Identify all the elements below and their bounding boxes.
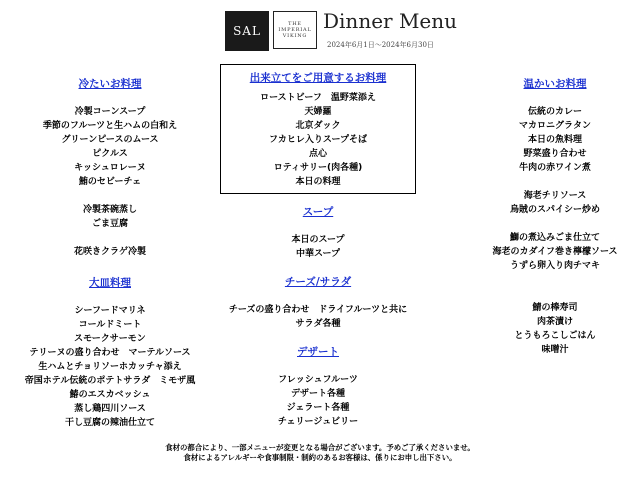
menu-item: 蒸し鶏四川ソース [74,404,146,414]
menu-item: 花咲きクラゲ冷製 [73,247,146,257]
notice-line-2: 食材によるアレルギーや食事制限・制約のあるお客様は、係りにお申し出下さい。 [183,453,457,462]
menu-item: テリーヌの盛り合わせ マーテルソース [29,348,191,358]
menu-item: 天婦羅 [304,107,332,117]
menu-item: 干し豆腐の辣油仕立て [64,418,155,428]
menu-item: ピクルス [92,149,128,159]
menu-item: 海老のカダイフ巻き檸檬ソース [492,247,618,257]
menu-item: 生ハムとチョリソーホカッチャ添え [38,362,182,372]
platter-heading: 大皿料理 [89,277,131,289]
warm-dishes-heading: 温かいお料理 [523,78,587,90]
menu-item: 点心 [308,149,327,159]
logo-line-imperial: IMPERIAL [278,27,312,33]
logo-line-viking: VIKING [282,33,308,39]
menu-item: 本日のスープ [291,235,345,245]
menu-item: 牛肉の赤ワイン煮 [519,163,591,173]
menu-item: 味噌汁 [541,345,569,355]
menu-item: 冷製コーンスープ [74,107,146,117]
menu-item: 鰆のエスカベッシュ [69,390,151,400]
menu-item: ローストビーフ 温野菜添え [260,93,376,103]
logo-line-the: THE [288,21,302,27]
soup-section [220,205,416,261]
menu-item: 鮪のセビーチェ [78,177,142,187]
menu-item: フレッシュフルーツ [278,375,358,385]
dessert-section [220,345,416,429]
footer-notice [0,443,640,463]
menu-item: 伝統のカレー [527,107,582,117]
menu-item: シーフードマリネ [74,306,146,316]
menu-dates: 2024年6月1日～2024年6月30日 [327,41,434,49]
cheese-salad-section [210,275,426,331]
menu-item: 帝国ホテル伝統のポテトサラダ ミモザ風 [24,376,196,386]
menu-item: 本日の魚料理 [527,135,582,145]
soup-heading: スープ [302,206,334,218]
menu-item: 本日の料理 [295,177,341,187]
menu-item: ごま豆腐 [91,219,128,229]
menu-item: うずら卵入り肉チマキ [509,261,600,271]
notice-line-1: 食材の都合により、一部メニューが変更となる場合がございます。予めご了承くださいませ。 [165,443,475,452]
menu-item: 野菜盛り合わせ [523,149,587,159]
sal-logo-mark: SAL [233,24,261,38]
cheese-salad-heading: チーズ/サラダ [284,276,352,288]
menu-item: 鰤の煮込みごま仕立て [509,233,600,243]
menu-item: グリーンピースのムース [61,135,159,145]
menu-item: 中華スープ [295,249,341,259]
menu-item: デザート各種 [290,389,345,399]
dessert-heading: デザート [297,346,339,358]
live-station-heading: 出来立てをご用意するお料理 [249,72,387,84]
menu-title: Dinner Menu [323,9,458,33]
live-station-section [220,71,416,189]
menu-item: マカロニグラタン [519,121,591,131]
menu-item: チェリージュビリー [277,417,359,427]
menu-item: サラダ各種 [295,319,341,329]
menu-item: チーズの盛り合わせ ドライフルーツと共に [228,305,408,315]
menu-item: 北京ダック [295,121,341,131]
warm-dishes-section [470,77,640,357]
sal-logo [225,11,269,51]
menu-item: 海老チリソース [523,191,587,201]
menu-item: キッシュロレーヌ [74,163,146,173]
menu-item: スモークサーモン [74,334,146,344]
menu-item: 季節のフルーツと生ハムの白和え [42,121,178,131]
menu-item: コールドミート [78,320,142,330]
menu-item: とうもろこしごはん [514,331,596,341]
menu-item: 烏賊のスパイシー炒め [509,205,600,215]
platter-section [10,276,210,430]
menu-item: 冷製茶碗蒸し [82,205,137,215]
menu-item: 鯖の棒寿司 [532,303,578,313]
imperial-viking-logo [273,11,317,49]
cold-dishes-heading: 冷たいお料理 [78,78,142,90]
menu-item: 肉茶漬け [536,317,573,327]
cold-dishes-section [20,77,200,259]
menu-item: ロティサリー(肉各種) [273,163,363,173]
menu-item: フカヒレ入りスープそば [268,135,367,145]
menu-item: ジェラート各種 [286,403,350,413]
